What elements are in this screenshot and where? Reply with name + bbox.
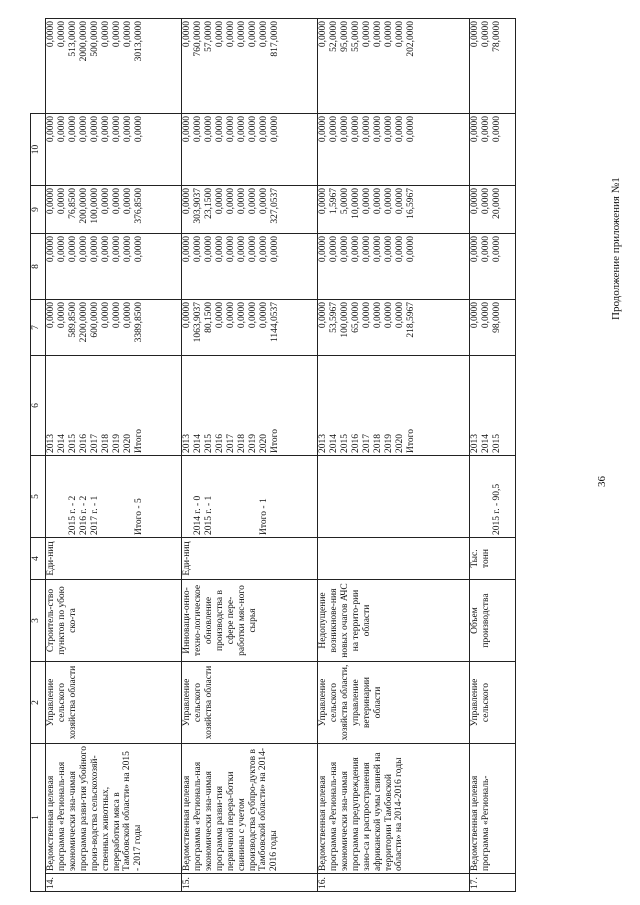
target-line [226, 458, 237, 535]
year-cell: 2015 [68, 434, 78, 453]
value-list-c6 [470, 300, 516, 356]
value-cell: 0,0000 [226, 236, 236, 263]
year-cell: 2019 [384, 434, 394, 453]
value-cell: 0,0000 [182, 236, 192, 263]
value-cell: 0,0000 [329, 116, 339, 143]
value-cell: 76,8500 [68, 188, 78, 219]
program-name: Ведомственная целевая программа «Региональ-ная экономически зна-чимая программа предупреждения зано-са и распространения африканской чумы свиней на территории Тамбовской области» на 2014-2016 годы [318, 744, 470, 874]
year-cell: 2017 [362, 434, 372, 453]
value-cell: 0,0000 [248, 236, 258, 263]
value-cell: 0,0000 [57, 302, 67, 329]
value-cell: 0,0000 [182, 21, 192, 48]
value-cell: 218,5967 [406, 302, 416, 338]
year-cell: 2013 [470, 434, 480, 453]
value-cell: 0,0000 [351, 236, 361, 263]
value-cell: 0,0000 [259, 116, 269, 143]
value-cell: 0,0000 [101, 236, 111, 263]
value-cell: 0,0000 [270, 236, 280, 263]
header-col-3: 3 [31, 580, 46, 662]
header-col-6: 6 [31, 356, 46, 456]
value-cell: 0,0000 [46, 188, 56, 215]
row-number: 15. [182, 874, 318, 892]
value-cell: 0,0000 [384, 236, 394, 263]
row-number: 17. [470, 874, 516, 892]
value-cell: 0,0000 [340, 236, 350, 263]
value-list-c8 [318, 186, 470, 234]
value-cell: 0,0000 [46, 236, 56, 263]
value-cell: 0,0000 [318, 302, 328, 329]
value-cell: 760,0000 [193, 21, 203, 57]
year-cell: 2020 [395, 434, 405, 453]
value-list-c8 [46, 186, 182, 234]
value-cell: 376,8500 [134, 188, 144, 224]
year-cell: 2015 [340, 434, 350, 453]
value-cell: 2000,0000 [79, 21, 89, 62]
year-cell: Итого [134, 428, 144, 453]
indicator: Недопущение возникнове-ния новых очагов АЧС на террито-рии области [318, 580, 470, 662]
value-cell: 0,0000 [481, 116, 491, 143]
value-cell: 0,0000 [384, 188, 394, 215]
target-line: Итого - 5 [134, 498, 144, 535]
target-line [470, 458, 481, 535]
target-line: Итого - 1 [259, 498, 269, 535]
executor: Управление сельского хозяйства области, управление ветеринарии области [318, 662, 470, 744]
table-body [46, 19, 516, 892]
value-cell: 3389,8500 [134, 302, 144, 343]
year-cell: 2013 [318, 434, 328, 453]
value-cell: 0,0000 [492, 116, 502, 143]
value-cell: 0,0000 [123, 188, 133, 215]
value-cell: 0,0000 [470, 188, 480, 215]
value-cell: 0,0000 [384, 302, 394, 329]
target-values [318, 456, 470, 538]
value-cell: 0,0000 [362, 236, 372, 263]
value-list-c10 [46, 19, 182, 114]
year-cell: 2018 [237, 434, 247, 453]
target-values [182, 456, 318, 538]
value-cell: 0,0000 [373, 188, 383, 215]
value-cell: 589,8500 [68, 302, 78, 338]
value-cell: 0,0000 [470, 302, 480, 329]
executor: Управление сельского [470, 662, 516, 744]
value-cell: 0,0000 [318, 21, 328, 48]
year-cell: 2016 [79, 434, 89, 453]
value-cell: 0,0000 [395, 302, 405, 329]
value-list-c10 [318, 19, 470, 114]
value-cell: 0,0000 [90, 116, 100, 143]
indicator: Строитель-ство пунктов по убою ско-та [46, 580, 182, 662]
target-line: 2017 г. - 1 [90, 495, 100, 535]
value-cell: 0,0000 [259, 188, 269, 215]
year-list [470, 356, 516, 456]
year-cell: 2016 [351, 434, 361, 453]
header-col-9: 9 [31, 186, 46, 234]
value-cell: 10,0000 [351, 188, 361, 219]
table-row [318, 19, 470, 892]
value-cell: 1063,9037 [193, 302, 203, 343]
value-cell: 1,5967 [329, 188, 339, 215]
value-cell: 0,0000 [373, 236, 383, 263]
year-cell: 2014 [329, 434, 339, 453]
value-cell: 0,0000 [182, 116, 192, 143]
header-col-1: 1 [31, 744, 46, 892]
value-cell: 0,0000 [237, 116, 247, 143]
year-cell: 2020 [259, 434, 269, 453]
value-cell: 0,0000 [101, 188, 111, 215]
value-list-c9 [318, 114, 470, 186]
header-col-5: 5 [31, 456, 46, 538]
value-cell: 327,0537 [270, 188, 280, 224]
value-cell: 0,0000 [373, 21, 383, 48]
value-cell: 55,0000 [351, 21, 361, 52]
value-cell: 0,0000 [193, 116, 203, 143]
target-line [237, 458, 248, 535]
value-cell: 0,0000 [395, 236, 405, 263]
value-cell: 0,0000 [237, 302, 247, 329]
target-values [470, 456, 516, 538]
value-cell: 57,0000 [204, 21, 214, 52]
value-cell: 0,0000 [340, 116, 350, 143]
value-cell: 0,0000 [101, 21, 111, 48]
value-cell: 0,0000 [79, 116, 89, 143]
value-cell: 0,0000 [57, 236, 67, 263]
value-cell: 0,0000 [362, 21, 372, 48]
value-cell: 0,0000 [46, 21, 56, 48]
value-cell: 0,0000 [318, 236, 328, 263]
value-cell: 0,0000 [384, 116, 394, 143]
value-cell: 0,0000 [57, 188, 67, 215]
year-cell: 2020 [123, 434, 133, 453]
value-cell: 0,0000 [259, 236, 269, 263]
target-line [248, 458, 259, 535]
value-cell: 0,0000 [481, 302, 491, 329]
value-cell: 0,0000 [470, 21, 480, 48]
program-name: Ведомственная целевая программа «Региональ- [470, 744, 516, 874]
value-cell: 0,0000 [395, 21, 405, 48]
value-cell: 0,0000 [259, 21, 269, 48]
header-row [31, 19, 46, 892]
value-cell: 0,0000 [237, 21, 247, 48]
value-cell: 0,0000 [226, 188, 236, 215]
target-line [481, 458, 492, 535]
value-cell: 0,0000 [68, 236, 78, 263]
value-cell: 100,0000 [90, 188, 100, 224]
value-cell: 0,0000 [481, 188, 491, 215]
value-cell: 0,0000 [193, 236, 203, 263]
unit: Еди-ниц [46, 538, 182, 580]
value-cell: 0,0000 [270, 116, 280, 143]
value-cell: 0,0000 [492, 236, 502, 263]
value-cell: 0,0000 [406, 236, 416, 263]
year-list [46, 356, 182, 456]
value-cell: 0,0000 [101, 302, 111, 329]
value-list-c8 [470, 186, 516, 234]
page-number: 36 [596, 476, 608, 487]
value-cell: 0,0000 [112, 21, 122, 48]
value-list-c9 [46, 114, 182, 186]
value-cell: 0,0000 [123, 116, 133, 143]
value-list-c6 [318, 300, 470, 356]
value-list-c10 [182, 19, 318, 114]
value-cell: 0,0000 [481, 21, 491, 48]
value-cell: 0,0000 [329, 236, 339, 263]
header-col-4: 4 [31, 538, 46, 580]
value-cell: 0,0000 [395, 188, 405, 215]
value-cell: 0,0000 [226, 116, 236, 143]
value-cell: 0,0000 [215, 21, 225, 48]
year-cell: 2016 [215, 434, 225, 453]
value-cell: 5,0000 [340, 188, 350, 215]
target-line: 2015 г. - 1 [204, 495, 214, 535]
unit: Еди-ниц [182, 538, 318, 580]
continued-label: Продолжение приложения №1 [610, 177, 622, 320]
value-cell: 0,0000 [215, 188, 225, 215]
indicator: Объем производства [470, 580, 516, 662]
year-list [182, 356, 318, 456]
year-cell: 2014 [193, 434, 203, 453]
value-cell: 0,0000 [215, 116, 225, 143]
year-cell: 2017 [90, 434, 100, 453]
indicator: Инноваци-онно-техно-логическое обновление производства в сфере пере-работки мяс-ного сырья [182, 580, 318, 662]
year-cell: 2015 [492, 434, 502, 453]
header-col-8: 8 [31, 234, 46, 300]
value-cell: 0,0000 [395, 116, 405, 143]
value-cell: 0,0000 [318, 116, 328, 143]
year-cell: 2015 [204, 434, 214, 453]
value-cell: 2200,0000 [79, 302, 89, 343]
value-cell: 0,0000 [318, 188, 328, 215]
value-cell: 0,0000 [362, 188, 372, 215]
value-cell: 80,1500 [204, 302, 214, 333]
table-row [46, 19, 182, 892]
row-number: 14. [46, 874, 182, 892]
value-list-c8 [182, 186, 318, 234]
value-cell: 0,0000 [248, 188, 258, 215]
value-cell: 0,0000 [406, 116, 416, 143]
value-cell: 0,0000 [123, 21, 133, 48]
value-cell: 0,0000 [46, 302, 56, 329]
value-cell: 16,5967 [406, 188, 416, 219]
value-cell: 100,0000 [340, 302, 350, 338]
value-cell: 0,0000 [134, 116, 144, 143]
executor: Управление сельского хозяйства области [182, 662, 318, 744]
program-name: Ведомственная целевая программа «Региональ-ная экономически зна-чимая программа разви-тия первичной перера-ботки свинины с учетом производства субпро-дуктов в Тамбовской области» на 2014-2016 годы [182, 744, 318, 874]
value-cell: 0,0000 [248, 302, 258, 329]
target-line: 2014 г. - 0 [193, 495, 203, 535]
target-line [46, 458, 57, 535]
year-cell: 2013 [46, 434, 56, 453]
value-cell: 0,0000 [123, 302, 133, 329]
table-row [182, 19, 318, 892]
value-cell: 0,0000 [112, 188, 122, 215]
value-cell: 0,0000 [182, 302, 192, 329]
value-cell: 0,0000 [226, 21, 236, 48]
value-cell: 0,0000 [481, 236, 491, 263]
year-cell: 2019 [112, 434, 122, 453]
value-cell: 0,0000 [112, 116, 122, 143]
target-line [101, 458, 112, 535]
year-cell: Итого [270, 428, 280, 453]
value-cell: 0,0000 [215, 236, 225, 263]
value-cell: 0,0000 [182, 188, 192, 215]
value-cell: 0,0000 [373, 302, 383, 329]
value-cell: 98,0000 [492, 302, 502, 333]
value-cell: 23,1500 [204, 188, 214, 219]
value-cell: 0,0000 [226, 302, 236, 329]
year-cell: 2019 [248, 434, 258, 453]
value-cell: 0,0000 [90, 236, 100, 263]
year-cell: 2017 [226, 434, 236, 453]
value-cell: 20,0000 [492, 188, 502, 219]
value-cell: 0,0000 [204, 116, 214, 143]
value-cell: 0,0000 [470, 236, 480, 263]
target-line [182, 458, 193, 535]
value-list-c6 [182, 300, 318, 356]
unit [318, 538, 470, 580]
value-list-c10 [470, 19, 516, 114]
value-cell: 0,0000 [57, 21, 67, 48]
value-cell: 200,0000 [79, 188, 89, 224]
value-cell: 0,0000 [237, 188, 247, 215]
target-line [123, 458, 134, 535]
value-cell: 0,0000 [248, 116, 258, 143]
header-col-10: 10 [31, 114, 46, 186]
year-list [318, 356, 470, 456]
value-cell: 0,0000 [79, 236, 89, 263]
header-col-7: 7 [31, 300, 46, 356]
year-cell: Итого [406, 428, 416, 453]
value-cell: 600,0000 [90, 302, 100, 338]
row-number: 16. [318, 874, 470, 892]
table-row [470, 19, 516, 892]
value-cell: 1144,0537 [270, 302, 280, 343]
target-line [57, 458, 68, 535]
value-cell: 0,0000 [237, 236, 247, 263]
value-cell: 817,0000 [270, 21, 280, 57]
value-cell: 95,0000 [340, 21, 350, 52]
value-cell: 0,0000 [57, 116, 67, 143]
target-line: 2015 г. - 90,5 [492, 483, 502, 535]
value-cell: 0,0000 [101, 116, 111, 143]
value-cell: 52,0000 [329, 21, 339, 52]
value-cell: 0,0000 [204, 236, 214, 263]
value-cell: 0,0000 [112, 236, 122, 263]
target-values [46, 456, 182, 538]
executor: Управление сельского хозяйства области [46, 662, 182, 744]
value-cell: 65,0000 [351, 302, 361, 333]
value-cell: 3013,0000 [134, 21, 144, 62]
value-cell: 0,0000 [362, 302, 372, 329]
target-line: 2015 г. - 2 [68, 495, 78, 535]
value-cell: 53,5967 [329, 302, 339, 333]
value-list-c7 [318, 234, 470, 300]
value-cell: 0,0000 [259, 302, 269, 329]
value-cell: 0,0000 [46, 116, 56, 143]
header-col-2: 2 [31, 662, 46, 744]
value-cell: 0,0000 [112, 302, 122, 329]
value-cell: 0,0000 [248, 21, 258, 48]
value-cell: 0,0000 [68, 116, 78, 143]
value-list-c9 [470, 114, 516, 186]
year-cell: 2013 [182, 434, 192, 453]
target-line [215, 458, 226, 535]
year-cell: 2018 [373, 434, 383, 453]
year-cell: 2014 [57, 434, 67, 453]
value-list-c7 [182, 234, 318, 300]
value-cell: 303,9037 [193, 188, 203, 224]
unit: Тыс. тонн [470, 538, 516, 580]
value-cell: 0,0000 [215, 302, 225, 329]
value-cell: 0,0000 [123, 236, 133, 263]
value-cell: 0,0000 [373, 116, 383, 143]
value-cell: 500,0000 [90, 21, 100, 57]
value-cell: 513,0000 [68, 21, 78, 57]
value-cell: 0,0000 [351, 116, 361, 143]
value-cell: 0,0000 [384, 21, 394, 48]
value-list-c7 [46, 234, 182, 300]
value-list-c9 [182, 114, 318, 186]
year-cell: 2018 [101, 434, 111, 453]
year-cell: 2014 [481, 434, 491, 453]
target-line: 2016 г. - 2 [79, 495, 89, 535]
target-line [112, 458, 123, 535]
value-list-c6 [46, 300, 182, 356]
value-list-c7 [470, 234, 516, 300]
program-table [30, 18, 516, 892]
value-cell: 0,0000 [134, 236, 144, 263]
program-name: Ведомственная целевая программа «Региональ-ная экономически зна-чимая программа разви-тия убойного произ-водства сельскохозяй-ственных животных, переработки мяса в Тамбовской области» на 2015 - 2017 годы [46, 744, 182, 874]
value-cell: 0,0000 [362, 116, 372, 143]
value-cell: 202,0000 [406, 21, 416, 57]
value-cell: 78,0000 [492, 21, 502, 52]
value-cell: 0,0000 [470, 116, 480, 143]
